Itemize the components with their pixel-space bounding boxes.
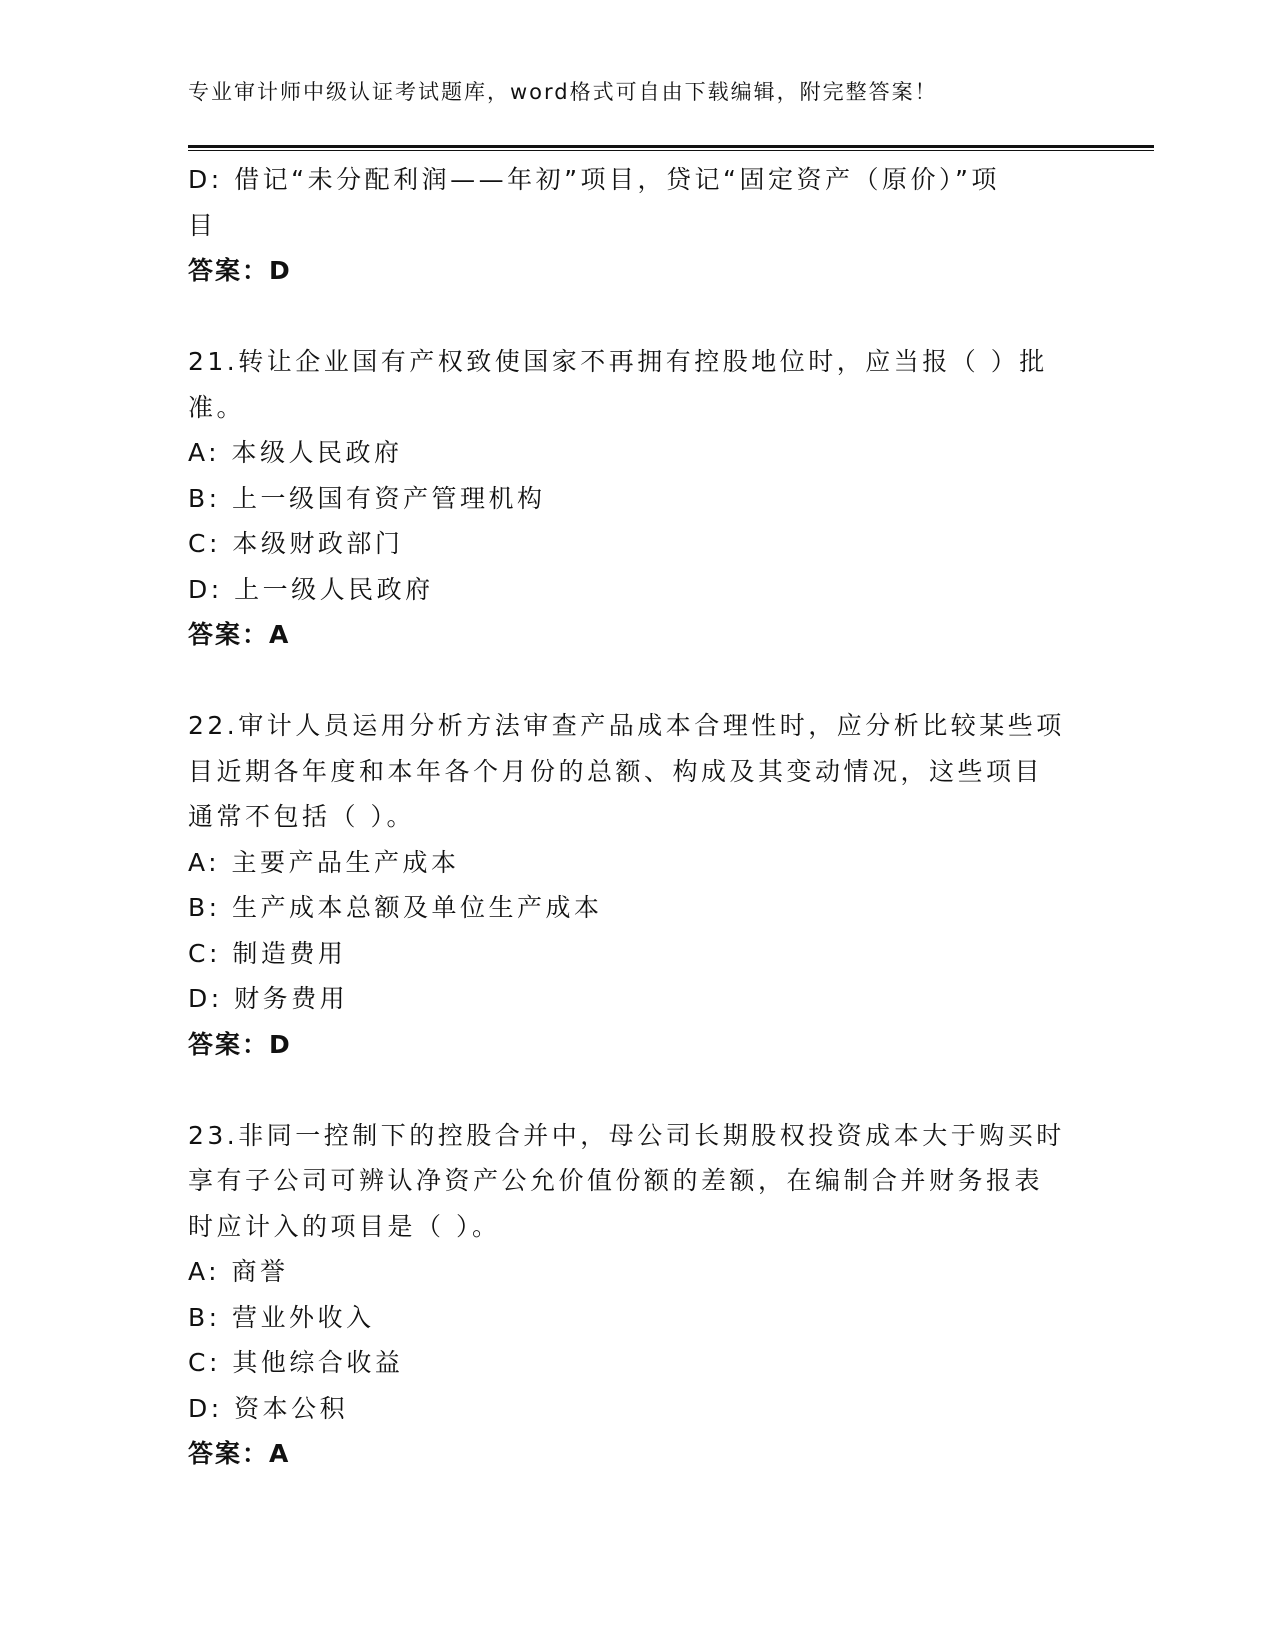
option-b: B: 生产成本总额及单位生产成本 [188, 893, 603, 922]
question-stem-line: 22.审计人员运用分析方法审查产品成本合理性时，应分析比较某些项 [188, 711, 1065, 740]
question-22 [188, 703, 1088, 1067]
question-list [188, 157, 1088, 1477]
page-header: 专业审计师中级认证考试题库，word格式可自由下载编辑，附完整答案！ [188, 80, 938, 104]
answer-line: 答案：D [188, 1029, 292, 1059]
question-stem-line: 目近期各年度和本年各个月份的总额、构成及其变动情况，这些项目 [188, 756, 1044, 786]
option-c: C: 其他综合收益 [188, 1348, 404, 1377]
question-stem-line: 准。 [188, 392, 246, 422]
question-21 [188, 339, 1088, 658]
option-b: B: 营业外收入 [188, 1302, 375, 1332]
option-d: D: 资本公积 [188, 1393, 349, 1423]
spacer [188, 658, 1088, 704]
question-stem-line: 23.非同一控制下的控股合并中，母公司长期股权投资成本大于购买时 [188, 1120, 1065, 1150]
header-rule-thick [188, 145, 1154, 148]
header-rule-thin [188, 150, 1154, 151]
question-23 [188, 1113, 1088, 1477]
option-d: D: 财务费用 [188, 984, 349, 1013]
answer-line: 答案：A [188, 1439, 291, 1468]
option-d-line: 目 [188, 210, 217, 240]
option-a: A: 主要产品生产成本 [188, 847, 460, 877]
answer-line: 答案：A [188, 620, 291, 649]
spacer [188, 294, 1088, 340]
previous-question-tail [188, 157, 1088, 294]
spacer [188, 1067, 1088, 1113]
question-stem-line: 享有子公司可辨认净资产公允价值份额的差额，在编制合并财务报表 [188, 1166, 1044, 1195]
question-stem-line: 时应计入的项目是（ ）。 [188, 1211, 501, 1241]
answer-line: 答案：D [188, 256, 292, 285]
option-a: A: 本级人民政府 [188, 438, 403, 467]
option-a: A: 商誉 [188, 1257, 289, 1286]
question-stem-line: 21.转让企业国有产权致使国家不再拥有控股地位时，应当报（ ）批 [188, 347, 1048, 376]
option-d-line: D: 借记“未分配利润——年初”项目，贷记“固定资产（原价）”项 [188, 165, 1000, 194]
option-c: C: 本级财政部门 [188, 529, 404, 558]
option-b: B: 上一级国有资产管理机构 [188, 483, 546, 513]
question-stem-line: 通常不包括（ ）。 [188, 802, 415, 831]
option-c: C: 制造费用 [188, 938, 347, 968]
option-d: D: 上一级人民政府 [188, 574, 434, 604]
